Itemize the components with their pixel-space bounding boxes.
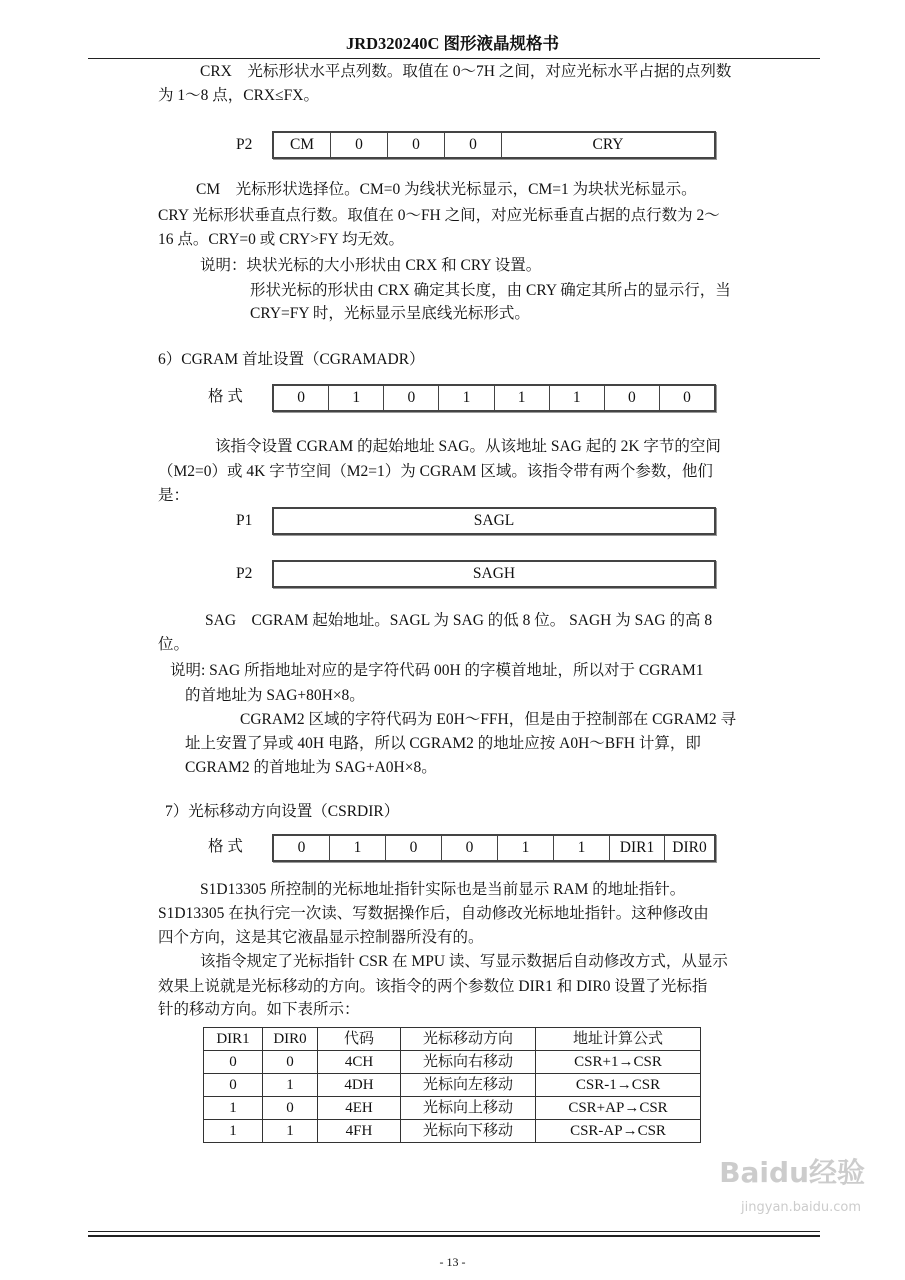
page-header: JRD320240C 图形液晶规格书 [345,34,560,53]
bit-cell: 0 [331,133,388,157]
cell: CSR-AP→CSR [536,1120,701,1143]
table-row [204,1051,701,1074]
bit-cell: 1 [495,386,550,410]
cell: 1 [263,1074,318,1097]
bit-cell: DIR0 [672,839,707,856]
bit-cell: 0 [388,133,445,157]
sagh-cell: SAGH [472,565,516,582]
section-heading-6: 6）CGRAM 首址设置（CGRAMADR） [158,351,425,368]
table-row [204,1120,701,1143]
note: 说明: SAG 所指地址对应的是字符代码 00H 的字模首地址，所以对于 CGRAM1 [170,662,704,679]
bit-cell: 0 [384,386,439,410]
bit-cell: 0 [274,836,330,860]
cell: 4FH [318,1120,401,1143]
bit-cell: CRY [592,136,624,153]
watermark-logo: Baidu经验 [719,1156,865,1189]
para: 该指令设置 CGRAM 的起始地址 SAG。从该地址 SAG 起的 2K 字节的空间 [215,438,721,455]
bit-cell: 1 [439,386,494,410]
para: 四个方向，这是其它液晶显示控制器所没有的。 [158,929,484,946]
bit-cell: 0 [445,133,502,157]
p2-label: P2 [236,136,253,153]
bit-cell: 1 [550,386,605,410]
p2-label: P2 [236,565,253,582]
table-row [204,1074,701,1097]
cell: CSR+AP→CSR [536,1097,701,1120]
bit-cell: 1 [330,836,386,860]
bit-cell: 0 [442,836,498,860]
para-crx: CRX 光标形状水平点列数。取值在 0～7H 之间，对应光标水平占据的点列数 [200,63,732,80]
cell: 0 [263,1051,318,1074]
bit-cell: 0 [605,386,660,410]
table-header-row [204,1028,701,1051]
note: CGRAM2 区域的字符代码为 E0H～FFH，但是由于控制部在 CGRAM2 寻 [240,711,737,728]
cell: 4CH [318,1051,401,1074]
table-header: 地址计算公式 [536,1028,701,1051]
para-crx: 为 1～8 点，CRX≤FX。 [158,87,319,104]
cell: 0 [204,1074,263,1097]
section-heading-7: 7）光标移动方向设置（CSRDIR） [165,803,400,820]
cell: 光标向右移动 [401,1051,536,1074]
format-label: 格 式 [208,838,243,855]
page-number: - 13 - [439,1255,466,1269]
cell: 光标向左移动 [401,1074,536,1097]
p1-register [272,507,716,535]
cell: 1 [263,1120,318,1143]
cell: CSR-1→CSR [536,1074,701,1097]
table-header: 光标移动方向 [401,1028,536,1051]
note: CRY=FY 时，光标显示呈底线光标形式。 [250,305,530,322]
bit-cell: 0 [683,389,691,406]
note: 的首地址为 SAG+80H×8。 [185,687,365,704]
para: 针的移动方向。如下表所示： [158,1001,360,1018]
bit-cell: 0 [386,836,442,860]
table-header: DIR1 [204,1028,263,1051]
bit-cell: 1 [329,386,384,410]
para: （M2=0）或 4K 字节空间（M2=1）为 CGRAM 区域。该指令带有两个参数，他们 [158,463,713,480]
para-sag: SAG CGRAM 起始地址。SAGL 为 SAG 的低 8 位。 SAGH 为 SAG 的高 8 [205,612,713,629]
para-cm: CM 光标形状选择位。CM=0 为线状光标显示，CM=1 为块状光标显示。 [196,181,697,198]
footer-rule [88,1235,820,1237]
bit-cell: 1 [554,836,610,860]
cell: 光标向下移动 [401,1120,536,1143]
cell: 1 [204,1120,263,1143]
p1-label: P1 [236,512,253,529]
footer-rule [88,1231,820,1232]
para: S1D13305 在执行完一次读、写数据操作后，自动修改光标地址指针。这种修改由 [158,905,709,922]
format-label: 格 式 [208,388,243,405]
para: 该指令规定了光标指针 CSR 在 MPU 读、写显示数据后自动修改方式，从显示 [200,953,728,970]
cell: CSR+1→CSR [536,1051,701,1074]
p2-register [272,560,716,588]
para: 效果上说就是光标移动的方向。该指令的两个参数位 DIR1 和 DIR0 设置了光标指 [158,978,708,995]
bit-cell: 1 [498,836,554,860]
direction-table [203,1027,701,1143]
para: S1D13305 所控制的光标地址指针实际也是当前显示 RAM 的地址指针。 [200,881,686,898]
cell: 0 [204,1051,263,1074]
cgramadr-register [272,384,716,412]
bit-cell: DIR1 [610,836,665,860]
para: 是： [158,487,190,504]
cell: 0 [263,1097,318,1120]
header-rule [88,58,820,59]
bit-cell: 0 [274,386,329,410]
para-sag: 位。 [158,636,190,653]
note: 址上安置了异或 40H 电路，所以 CGRAM2 的地址应按 A0H～BFH 计算，即 [185,735,701,752]
table-header: 代码 [318,1028,401,1051]
watermark-url: jingyan.baidu.com [741,1200,861,1215]
para-cry: 16 点。CRY=0 或 CRY>FY 均无效。 [158,231,405,248]
table-header: DIR0 [263,1028,318,1051]
csrdir-register [272,834,716,862]
cell: 光标向上移动 [401,1097,536,1120]
cell: 4DH [318,1074,401,1097]
note: CGRAM2 的首地址为 SAG+A0H×8。 [185,759,437,776]
note: 说明：块状光标的大小形状由 CRX 和 CRY 设置。 [200,257,542,274]
sagl-cell: SAGL [473,512,515,529]
cell: 4EH [318,1097,401,1120]
p2-register [272,131,716,159]
cell: 1 [204,1097,263,1120]
bit-cell: CM [274,133,331,157]
note: 形状光标的形状由 CRX 确定其长度，由 CRY 确定其所占的显示行，当 [250,282,731,299]
para-cry: CRY 光标形状垂直点行数。取值在 0～FH 之间，对应光标垂直占据的点行数为 2～ [158,207,720,224]
table-row [204,1097,701,1120]
